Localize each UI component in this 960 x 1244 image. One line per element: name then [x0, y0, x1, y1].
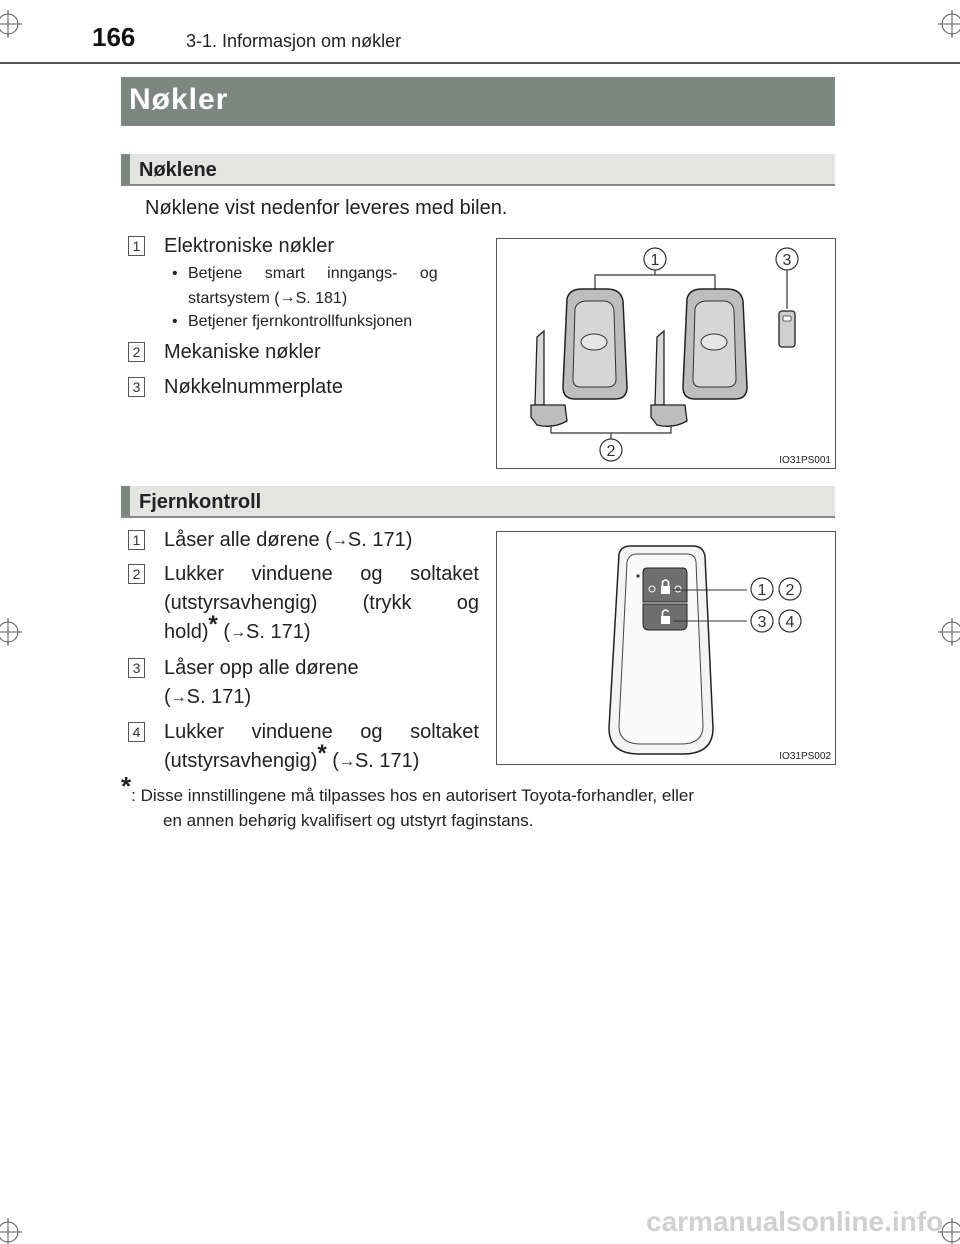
item-number: 1	[128, 530, 145, 550]
item-text: hold)	[164, 621, 209, 643]
section-accent	[121, 486, 130, 516]
arrow-icon: →	[230, 624, 247, 641]
bullet-smart-entry-line2	[188, 289, 347, 308]
figure-code: IO31PS001	[779, 455, 831, 466]
item-number: 3	[128, 377, 145, 397]
item-close-windows-2-line2: (utstyrsavhengig)* (→S. 171)	[164, 740, 420, 772]
watermark: carmanualsonline.info	[646, 1206, 944, 1237]
arrow-icon: →	[279, 289, 296, 306]
figure-code: IO31PS002	[779, 751, 831, 762]
callout-4: 4	[785, 614, 795, 631]
remote-key-fob	[609, 546, 713, 754]
bullet-text: Betjene smart inngangs- og	[188, 265, 438, 282]
page-ref-link[interactable]: S. 171)	[186, 686, 252, 708]
item-unlock-ref: (→S. 171)	[164, 686, 252, 708]
callout-2: 2	[606, 443, 616, 460]
callout-1: 1	[757, 582, 767, 599]
header-rule	[0, 62, 960, 64]
bullet-remote: Betjener fjernkontrollfunksjonen	[188, 313, 413, 330]
item-unlock-all-doors: Låser opp alle dørene	[164, 657, 359, 679]
mechanical-key-1	[531, 331, 567, 426]
footnote-text: : Disse innstillingene må tilpasses hos en autorisert Toyota-forhandler, eller	[131, 786, 694, 805]
arrow-icon: →	[338, 753, 355, 770]
arrow-icon: →	[331, 532, 348, 549]
page-title-bar	[121, 77, 835, 126]
callout-3: 3	[757, 614, 767, 631]
page-ref-link[interactable]: S. 171)	[246, 621, 311, 643]
callout-2: 2	[785, 582, 795, 599]
callout-1: 1	[650, 252, 660, 269]
page-ref-link[interactable]: S. 171)	[354, 750, 420, 772]
page-title: Nøkler	[129, 83, 229, 116]
chapter-title: 3-1. Informasjon om nøkler	[186, 31, 402, 51]
item-close-windows-line1: Lukker vinduene og soltaket	[164, 563, 479, 585]
mechanical-key-2	[651, 331, 687, 426]
footnote	[121, 771, 837, 833]
bullet-dot: •	[172, 265, 178, 282]
section-heading-label: Nøklene	[139, 159, 217, 181]
item-mechanical-keys: Mekaniske nøkler	[164, 341, 321, 363]
keys-figure	[496, 238, 836, 469]
intro-text: Nøklene vist nedenfor leveres med bilen.	[145, 197, 508, 219]
item-number: 4	[128, 722, 145, 742]
footnote-star: *	[121, 771, 132, 801]
item-text: (utstyrsavhengig)	[164, 750, 318, 772]
item-key-number-plate: Nøkkelnummerplate	[164, 376, 343, 398]
item-close-windows-line2: (utstyrsavhengig) (trykk og	[164, 592, 479, 614]
electronic-key-2	[683, 289, 747, 399]
arrow-icon: →	[170, 689, 187, 706]
section-heading-label: Fjernkontroll	[139, 491, 262, 513]
item-number: 1	[128, 236, 145, 256]
page-ref-link[interactable]: S. 171)	[347, 529, 413, 551]
item-close-windows-line3: hold)* (→S. 171)	[164, 611, 311, 643]
footnote-star: *	[208, 611, 218, 638]
electronic-key-1	[563, 289, 627, 399]
item-number: 3	[128, 658, 145, 678]
bullet-dot: •	[172, 313, 178, 330]
section-heading-keys	[121, 154, 835, 186]
keys-illustration	[497, 239, 835, 468]
remote-illustration	[497, 532, 835, 764]
key-number-plate	[779, 311, 795, 347]
bullet-text: startsystem (	[188, 290, 280, 307]
bullet-smart-entry	[188, 265, 478, 283]
callout-3: 3	[782, 252, 792, 269]
item-lock-all-doors	[164, 529, 412, 552]
item-text: Låser alle dørene (	[164, 529, 332, 551]
page-number: 166	[92, 22, 136, 52]
section-accent	[121, 154, 130, 184]
item-close-windows-2-line1: Lukker vinduene og soltaket	[164, 721, 479, 743]
footnote-star: *	[317, 740, 327, 767]
remote-figure	[496, 531, 836, 765]
item-number: 2	[128, 342, 145, 362]
footnote-text-line2: en annen behørig kvalifisert og utstyrt faginstans.	[163, 811, 534, 830]
item-number: 2	[128, 564, 145, 584]
page-ref-link[interactable]: S. 181)	[295, 290, 348, 307]
section-heading-remote	[121, 486, 835, 518]
item-electronic-keys: Elektroniske nøkler	[164, 235, 335, 257]
